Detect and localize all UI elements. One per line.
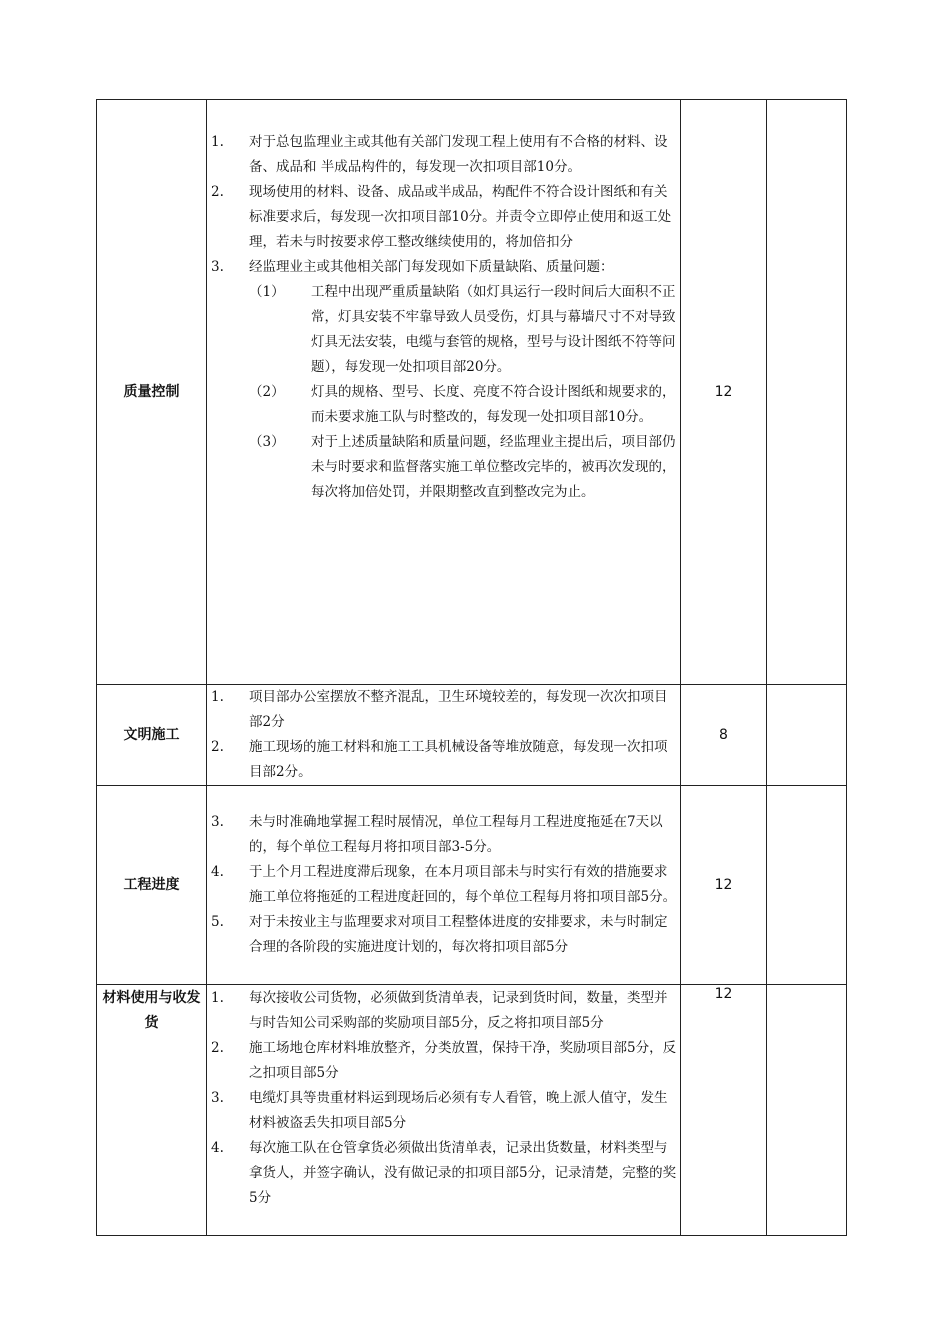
sub-list-item: （1） 工程中出现严重质量缺陷（如灯具运行一段时间后大面积不正常，灯具安装不牢靠导致人员受伤，灯具与幕墙尺寸不对导致灯具无法安装，电缆与套管的规格，型号与设计图纸不符等问题），每发现一处扣项目部20分。	[249, 284, 676, 375]
list-item: 4. 于上个月工程进度滞后现象，在本月项目部未与时实行有效的措施要求施工单位将拖延的工程进度赶回的，每个单位工程每月将扣项目部5分。	[211, 864, 677, 905]
blank-cell	[767, 985, 847, 1236]
blank-cell	[767, 685, 847, 786]
list-item: 4. 每次施工队在仓管拿货必须做出货清单表，记录出货数量，材料类型与拿货人，并签字确认，没有做记录的扣项目部5分，记录清楚，完整的奖5分	[211, 1140, 677, 1206]
score-cell: 8	[681, 685, 767, 786]
list-item: 5. 对于未按业主与监理要求对项目工程整体进度的安排要求，未与时制定合理的各阶段的实施进度计划的，每次将扣项目部5分	[211, 914, 668, 955]
list-item: 3. 电缆灯具等贵重材料运到现场后必须有专人看管，晚上派人值守，发生材料被盗丢失扣项目部5分	[211, 1090, 668, 1131]
score-cell: 12	[681, 985, 767, 1236]
blank-cell	[767, 786, 847, 985]
category-cell: 工程进度	[97, 786, 207, 985]
score-cell: 12	[681, 786, 767, 985]
criteria-cell	[207, 685, 681, 786]
table-row	[97, 100, 847, 685]
list-item: 3. 未与时准确地掌握工程时展情况，单位工程每月工程进度拖延在7天以的，每个单位工程每月将扣项目部3-5分。	[211, 814, 663, 855]
criteria-cell	[207, 100, 681, 685]
score-cell: 12	[681, 100, 767, 685]
criteria-cell	[207, 985, 681, 1236]
category-cell: 材料使用与收发货	[97, 985, 207, 1236]
category-cell: 质量控制	[97, 100, 207, 685]
evaluation-table	[96, 99, 847, 1236]
sub-list-item: （3） 对于上述质量缺陷和质量问题，经监理业主提出后，项目部仍未与时要求和监督落实施工单位整改完毕的，被再次发现的，每次将加倍处罚，并限期整改直到整改完为止。	[249, 434, 676, 500]
list-item: 2. 施工现场的施工材料和施工工具机械设备等堆放随意，每发现一次扣项目部2分。	[211, 739, 668, 780]
blank-cell	[767, 100, 847, 685]
table-row	[97, 685, 847, 786]
list-item: 2. 施工场地仓库材料堆放整齐，分类放置，保持干净，奖励项目部5分，反之扣项目部5分	[211, 1040, 677, 1081]
category-cell: 文明施工	[97, 685, 207, 786]
list-item: 2. 现场使用的材料、设备、成品或半成品，构配件不符合设计图纸和有关标准要求后，每发现一次扣项目部10分。并责令立即停止使用和返工处理，若未与时按要求停工整改继续使用的，将加倍扣分	[211, 184, 672, 250]
list-item: 1. 对于总包监理业主或其他有关部门发现工程上使用有不合格的材料、设备、成品和 半成品构件的，每发现一次扣项目部10分。	[211, 134, 668, 175]
criteria-cell	[207, 786, 681, 985]
list-item: 1. 项目部办公室摆放不整齐混乱，卫生环境较差的，每发现一次次扣项目部2分	[211, 689, 668, 730]
sub-list-item: （2） 灯具的规格、型号、长度、亮度不符合设计图纸和规要求的，而未要求施工队与时整改的，每发现一处扣项目部10分。	[249, 384, 676, 425]
list-item: 1. 每次接收公司货物，必须做到货清单表，记录到货时间，数量，类型并与时告知公司采购部的奖励项目部5分，反之将扣项目部5分	[211, 990, 668, 1031]
list-item: 3. 经监理业主或其他相关部门每发现如下质量缺陷、质量问题：	[211, 259, 614, 275]
table-row	[97, 985, 847, 1236]
table-row	[97, 786, 847, 985]
